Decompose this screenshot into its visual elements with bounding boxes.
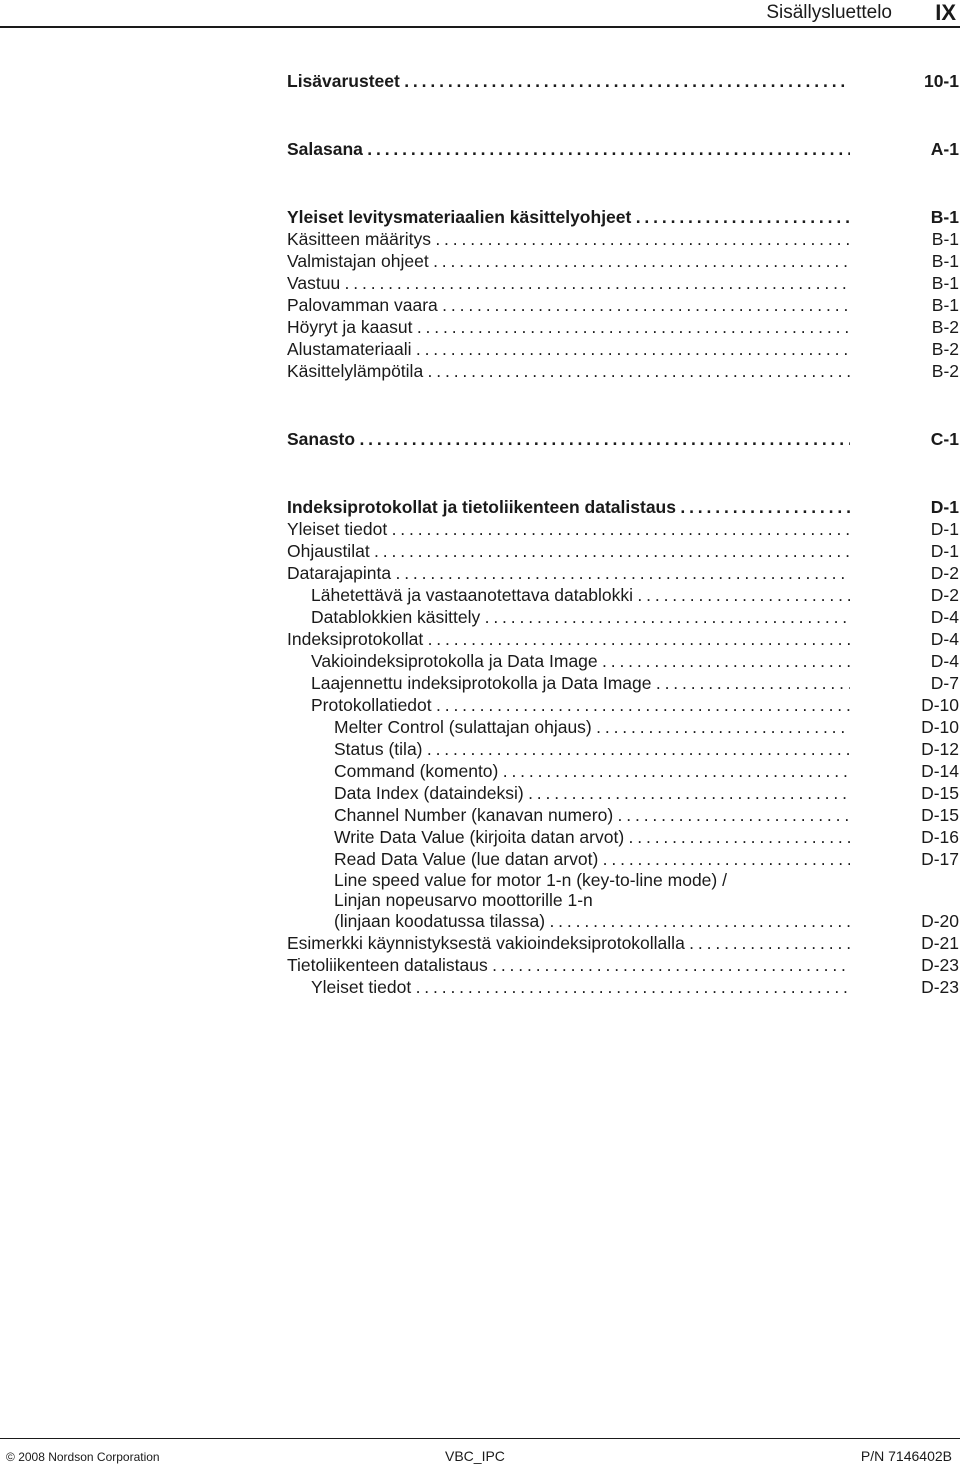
toc-entry-title: Höyryt ja kaasut . . . xyxy=(287,316,850,338)
toc-entry-page: D-4 xyxy=(930,607,959,627)
toc-entry[interactable] xyxy=(287,848,959,870)
toc-entry-title: Salasana . . . xyxy=(287,138,850,160)
toc-entry-page: B-1 xyxy=(930,207,959,227)
toc-entry-title: Yleiset levitysmateriaalien käsittelyohjeet . . . xyxy=(287,206,850,228)
toc-entry-title: Sanasto . . . xyxy=(287,428,850,450)
toc-entry[interactable] xyxy=(287,694,959,716)
toc-entry-continued-line: Line speed value for motor 1-n (key-to-line mode) / xyxy=(334,870,727,890)
toc-entry-title: Tietoliikenteen datalistaus . . . xyxy=(287,954,850,976)
toc-entry[interactable] xyxy=(287,804,959,826)
toc-entry[interactable] xyxy=(287,250,959,272)
toc-entry-page: B-1 xyxy=(931,273,959,293)
toc-entry[interactable] xyxy=(287,272,959,294)
toc-entry-title: Protokollatiedot . . . xyxy=(311,694,850,716)
toc-entry[interactable] xyxy=(287,360,959,382)
footer-copyright: © 2008 Nordson Corporation xyxy=(6,1450,160,1464)
toc-entry-page: 10-1 xyxy=(923,71,959,91)
toc-entry-continued-line: Linjan nopeusarvo moottorille 1-n xyxy=(334,890,593,910)
toc-entry-page: D-20 xyxy=(921,911,959,931)
toc-entry-title: Palovamman vaara . . . xyxy=(287,294,850,316)
toc-entry-title: Ohjaustilat . . . xyxy=(287,540,850,562)
header-title: Sisällysluettelo xyxy=(766,2,892,23)
toc-entry-title: Yleiset tiedot . . . xyxy=(287,518,850,540)
toc-entry-page: D-14 xyxy=(921,761,959,781)
section-gap xyxy=(287,92,959,138)
toc-entry-title: Write Data Value (kirjoita datan arvot) . . . xyxy=(334,826,850,848)
toc-entry[interactable] xyxy=(287,496,959,518)
toc-entry-title: Vakioindeksiprotokolla ja Data Image . . . xyxy=(311,650,850,672)
header-page-number: IX xyxy=(935,0,956,25)
toc-entry[interactable] xyxy=(287,672,959,694)
toc-entry[interactable] xyxy=(287,540,959,562)
toc-entry[interactable] xyxy=(287,932,959,954)
toc-entry-page: B-2 xyxy=(931,317,959,337)
toc-entry[interactable] xyxy=(287,70,959,92)
toc-entry[interactable] xyxy=(287,316,959,338)
toc-entry[interactable] xyxy=(287,138,959,160)
toc-entry[interactable] xyxy=(287,738,959,760)
toc-entry-page: D-21 xyxy=(921,933,959,953)
header-rule xyxy=(0,26,960,28)
toc-entry[interactable] xyxy=(287,716,959,738)
toc-entry-title: Datarajapinta . . . xyxy=(287,562,850,584)
toc-entry-page: B-1 xyxy=(931,251,959,271)
toc-entry-page: D-4 xyxy=(930,629,959,649)
toc-entry-page: D-15 xyxy=(921,783,959,803)
toc-entry[interactable] xyxy=(287,976,959,998)
table-of-contents xyxy=(287,70,959,998)
toc-entry-page: D-23 xyxy=(921,977,959,997)
toc-entry-title: Alustamateriaali . . . xyxy=(287,338,850,360)
toc-entry-page: C-1 xyxy=(930,429,959,449)
toc-entry-title: Read Data Value (lue datan arvot) . . . xyxy=(334,848,850,870)
toc-entry[interactable] xyxy=(287,562,959,584)
toc-entry-title: Status (tila) . . . xyxy=(334,738,850,760)
toc-entry[interactable] xyxy=(287,954,959,976)
toc-entry[interactable] xyxy=(287,428,959,450)
toc-entry-title: Melter Control (sulattajan ohjaus) . . . xyxy=(334,716,850,738)
toc-entry-title: Esimerkki käynnistyksestä vakioindeksiprotokollalla . . . xyxy=(287,932,850,954)
toc-entry-page: D-15 xyxy=(921,805,959,825)
toc-entry-title: Vastuu . . . xyxy=(287,272,850,294)
toc-entry[interactable] xyxy=(287,206,959,228)
toc-entry-page: B-1 xyxy=(931,229,959,249)
toc-entry-title: Channel Number (kanavan numero) . . . xyxy=(334,804,850,826)
footer-rule xyxy=(0,1438,960,1439)
toc-entry-page: D-17 xyxy=(921,849,959,869)
toc-entry-page: D-1 xyxy=(930,519,959,539)
toc-entry-page: B-1 xyxy=(931,295,959,315)
toc-entry-title: Käsittelylämpötila . . . xyxy=(287,360,850,382)
toc-entry[interactable] xyxy=(287,606,959,628)
toc-entry-title: Indeksiprotokollat ja tietoliikenteen datalistaus . . . xyxy=(287,496,850,518)
toc-entry-page: D-16 xyxy=(921,827,959,847)
toc-entry-page: B-2 xyxy=(931,361,959,381)
toc-entry-page: D-10 xyxy=(921,695,959,715)
footer-part-number: P/N 7146402B xyxy=(860,1448,952,1464)
toc-entry-title: Datablokkien käsittely . . . xyxy=(311,606,850,628)
toc-entry-page: D-23 xyxy=(921,955,959,975)
footer-doc-id: VBC_IPC xyxy=(445,1448,505,1464)
toc-entry-title: Data Index (dataindeksi) . . . xyxy=(334,782,850,804)
footer-copyright-text: 2008 Nordson Corporation xyxy=(18,1450,160,1464)
toc-entry-title: Indeksiprotokollat . . . xyxy=(287,628,850,650)
toc-entry-title: Valmistajan ohjeet . . . xyxy=(287,250,850,272)
section-gap xyxy=(287,450,959,496)
toc-entry[interactable] xyxy=(287,518,959,540)
toc-entry-page: D-2 xyxy=(930,585,959,605)
section-gap xyxy=(287,382,959,428)
toc-entry-title: Lisävarusteet . . . xyxy=(287,70,850,92)
toc-entry[interactable] xyxy=(287,228,959,250)
toc-entry[interactable] xyxy=(287,910,959,932)
toc-entry[interactable] xyxy=(287,760,959,782)
toc-entry[interactable] xyxy=(287,294,959,316)
toc-entry-page: D-12 xyxy=(921,739,959,759)
toc-entry-page: D-1 xyxy=(930,497,959,517)
toc-entry-page: D-7 xyxy=(930,673,959,693)
toc-entry[interactable] xyxy=(287,628,959,650)
toc-entry-title: Laajennettu indeksiprotokolla ja Data Image . . . xyxy=(311,672,850,694)
section-gap xyxy=(287,160,959,206)
toc-entry-page: A-1 xyxy=(930,139,959,159)
toc-entry-page: D-2 xyxy=(930,563,959,583)
toc-entry-page: D-4 xyxy=(930,651,959,671)
toc-entry[interactable] xyxy=(287,584,959,606)
toc-entry-title: Lähetettävä ja vastaanotettava datablokki . . . xyxy=(311,584,850,606)
toc-entry[interactable] xyxy=(287,782,959,804)
toc-entry-title: Käsitteen määritys . . . xyxy=(287,228,850,250)
toc-entry-page: D-1 xyxy=(930,541,959,561)
toc-entry-title: Yleiset tiedot . . . xyxy=(311,976,850,998)
toc-entry[interactable] xyxy=(287,338,959,360)
toc-entry[interactable] xyxy=(287,826,959,848)
toc-entry-title: Command (komento) . . . xyxy=(334,760,850,782)
toc-entry-page: B-2 xyxy=(931,339,959,359)
toc-entry-page: D-10 xyxy=(921,717,959,737)
toc-entry[interactable] xyxy=(287,650,959,672)
toc-entry-title: (linjaan koodatussa tilassa) . . . xyxy=(334,910,850,932)
